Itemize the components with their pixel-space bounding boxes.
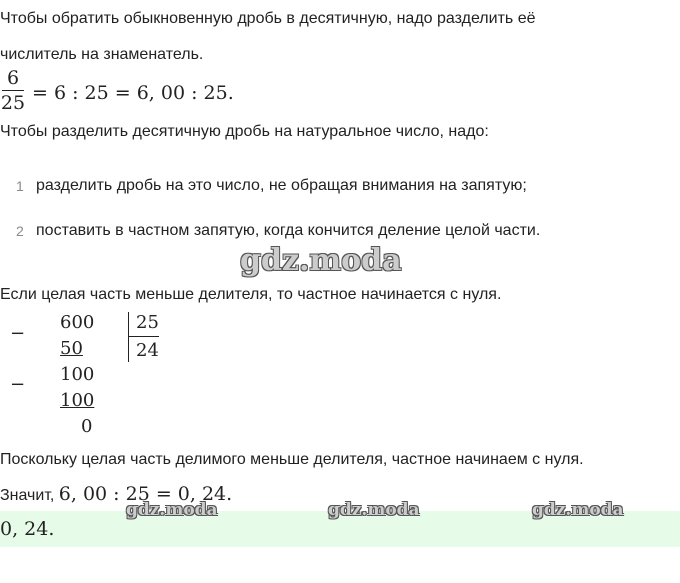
step-1-number: 1: [16, 178, 24, 194]
watermark-main: gdz.moda: [240, 243, 402, 278]
dividend: 600: [60, 312, 95, 333]
watermark-small-1: gdz.moda: [126, 500, 218, 520]
division-vertical-line: [128, 312, 129, 362]
note-text: Если целая часть меньше делителя, то частное начинается с нуля.: [0, 286, 502, 303]
step-2-text: поставить в частном запятую, когда кончится деление целой части.: [36, 222, 541, 239]
equation-1: = 6 : 25 = 6, 00 : 25.: [32, 82, 234, 104]
fraction-numerator: 6: [6, 67, 20, 89]
minus-sign-2: −: [10, 374, 26, 395]
therefore-label: Значит,: [0, 487, 55, 504]
intro-line-2: числитель на знаменатель.: [0, 46, 204, 63]
therefore-expression: 6, 00 : 25 = 0, 24.: [58, 483, 233, 505]
subtrahend-2: 100: [60, 390, 95, 411]
rule-heading: Чтобы разделить десятичную дробь на натуральное число, надо:: [0, 123, 489, 140]
divisor: 25: [136, 312, 159, 333]
step-1-text: разделить дробь на это число, не обращая внимания на запятую;: [36, 177, 527, 194]
quotient: 24: [136, 340, 159, 361]
minus-sign-1: −: [10, 323, 26, 344]
fraction: [0, 67, 26, 114]
fraction-bar: [2, 90, 24, 91]
subtrahend-1: 50: [60, 338, 83, 359]
intro-line-1: Чтобы обратить обыкновенную дробь в десятичную, надо разделить её: [0, 10, 536, 27]
conclusion-text: Поскольку целая часть делимого меньше делителя, частное начинаем с нуля.: [0, 451, 584, 468]
final-remainder: 0: [81, 416, 93, 437]
watermark-small-3: gdz.moda: [532, 500, 624, 520]
division-horizontal-line: [129, 336, 159, 337]
fraction-denominator: 25: [0, 92, 26, 114]
remainder-1: 100: [60, 364, 95, 385]
step-2-number: 2: [16, 223, 24, 239]
watermark-small-2: gdz.moda: [328, 500, 420, 520]
answer-text: 0, 24.: [0, 518, 55, 540]
